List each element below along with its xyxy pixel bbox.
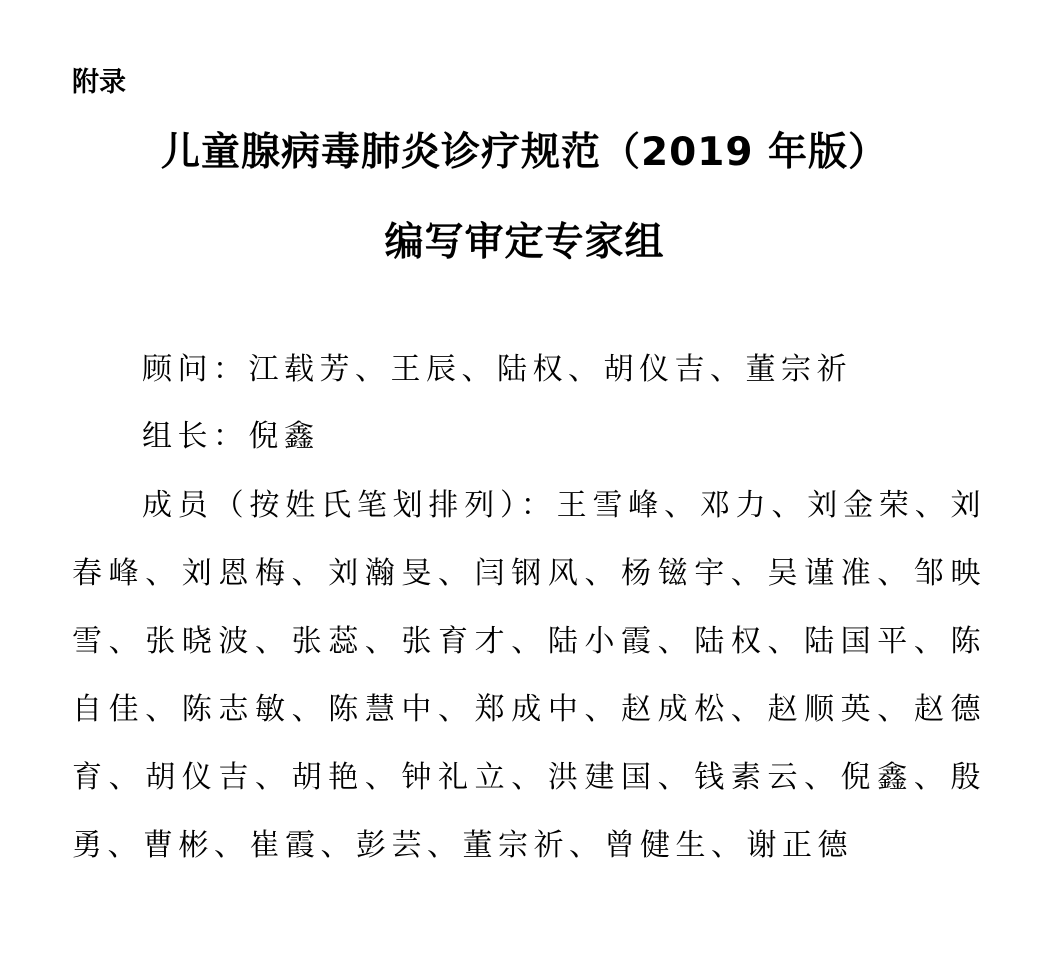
appendix-label: 附录 (72, 67, 126, 98)
leader-line: 组长：倪鑫 (142, 419, 320, 454)
advisors-line: 顾问：江载芳、王辰、陆权、胡仪吉、董宗祈 (142, 352, 852, 387)
document-subtitle: 编写审定专家组 (384, 220, 665, 265)
document-title: 儿童腺病毒肺炎诊疗规范（2019 年版） (160, 130, 889, 175)
members-paragraph: 成员（按姓氏笔划排列）：王雪峰、邓力、刘金荣、刘春峰、刘恩梅、刘瀚旻、闫钢风、杨镃宇、吴谨准、邹映雪、张晓波、张蕊、张育才、陆小霞、陆权、陆国平、陈自佳、陈志敏、陈慧中、郑成中、赵成松、赵顺英、赵德育、胡仪吉、胡艳、钟礼立、洪建国、钱素云、倪鑫、殷勇、曹彬、崔霞、彭芸、董宗祈、曾健生、谢正德 (72, 488, 986, 863)
